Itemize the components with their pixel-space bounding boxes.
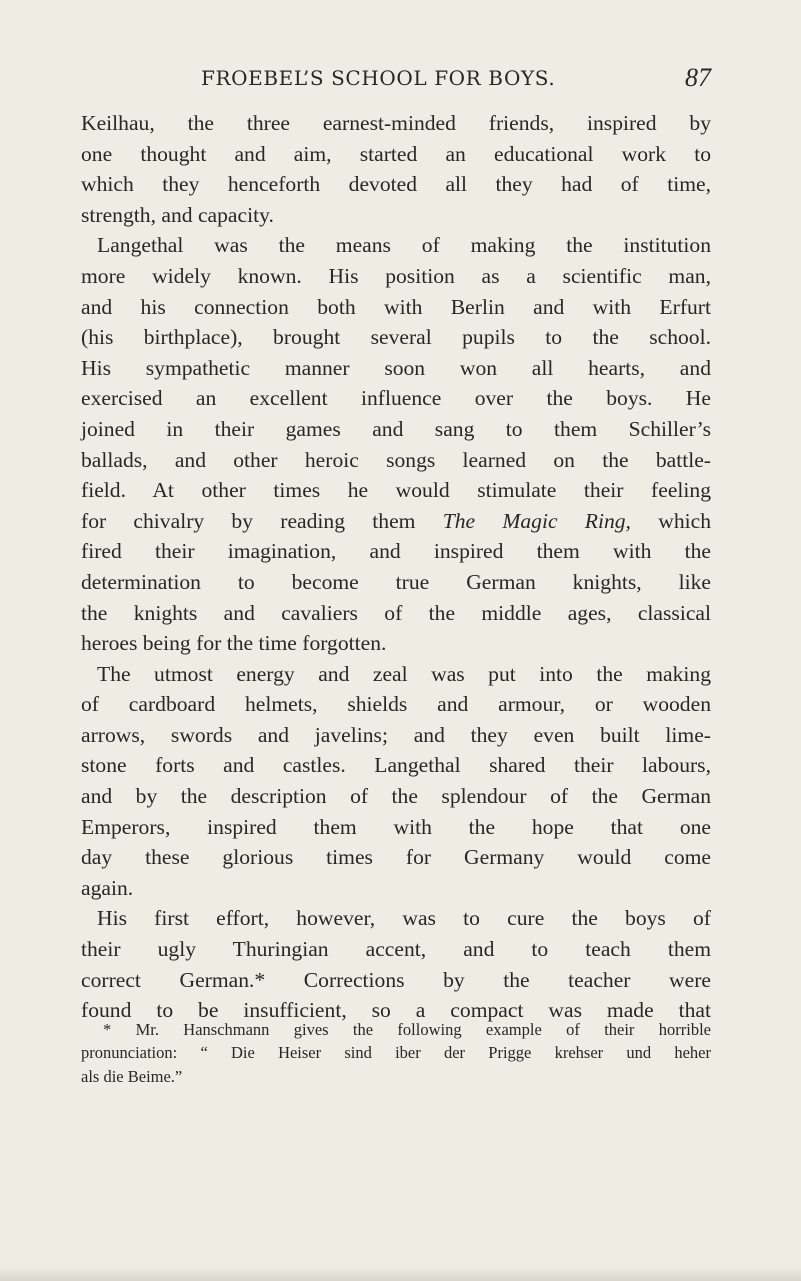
- text-line: of cardboard helmets, shields and armour, or wooden: [81, 692, 711, 717]
- text-line: heroes being for the time forgotten.: [81, 631, 387, 656]
- text-line: correct German.* Corrections by the teacher were: [81, 967, 711, 992]
- text-line: and his connection both with Berlin and with Erfurt: [81, 294, 711, 319]
- text-segment: for chivalry by reading them: [81, 508, 443, 533]
- text-line: stone forts and castles. Langethal shared their labours,: [81, 753, 711, 778]
- text-line: Emperors, inspired them with the hope that one: [81, 814, 711, 839]
- text-line: field. At other times he would stimulate their feeling: [81, 478, 711, 503]
- footnote: [81, 1018, 711, 1088]
- text-line: fired their imagination, and inspired them with the: [81, 539, 711, 564]
- text-line: their ugly Thuringian accent, and to teach them: [81, 937, 711, 962]
- text-line: more widely known. His position as a scientific man,: [81, 263, 711, 288]
- page-edge-shadow: [0, 1267, 801, 1281]
- text-line: which they henceforth devoted all they had of time,: [81, 172, 711, 197]
- text-line: arrows, swords and javelins; and they even built lime-: [81, 722, 711, 747]
- text-line: day these glorious times for Germany would come: [81, 845, 711, 870]
- text-line-with-title: [81, 506, 711, 537]
- paragraph-start-line: His first effort, however, was to cure the boys of: [97, 906, 711, 931]
- text-line: exercised an excellent influence over the boys. He: [81, 386, 711, 411]
- running-head: [201, 63, 711, 96]
- text-line: Keilhau, the three earnest-minded friends, inspired by: [81, 111, 711, 135]
- text-line: one thought and aim, started an educational work to: [81, 141, 711, 166]
- page-number: 87: [685, 63, 711, 92]
- text-line: (his birthplace), brought several pupils to the school.: [81, 325, 711, 350]
- text-line: the knights and cavaliers of the middle ages, classical: [81, 600, 711, 625]
- text-line: determination to become true German knights, like: [81, 569, 711, 594]
- body-text: [81, 108, 711, 1026]
- text-line: and by the description of the splendour of the German: [81, 784, 711, 809]
- text-line: strength, and capacity.: [81, 202, 274, 227]
- paragraph-start-line: Langethal was the means of making the institution: [97, 233, 711, 258]
- book-title-italic: The Magic Ring,: [442, 508, 631, 533]
- running-title: FROEBEL’S SCHOOL FOR BOYS.: [201, 66, 556, 90]
- footnote-line: * Mr. Hanschmann gives the following example of their horrible: [103, 1020, 711, 1039]
- paragraph-start-line: The utmost energy and zeal was put into the making: [97, 661, 711, 686]
- text-line: found to be insufficient, so a compact was made that: [81, 998, 711, 1023]
- text-line: ballads, and other heroic songs learned on the battle-: [81, 447, 711, 472]
- text-line: again.: [81, 875, 134, 900]
- footnote-line: pronunciation: “ Die Heiser sind iber der Prigge krehser und heher: [81, 1043, 711, 1063]
- text-line: joined in their games and sang to them Schiller’s: [81, 416, 711, 441]
- text-line: His sympathetic manner soon won all hearts, and: [81, 355, 711, 380]
- text-segment: which: [630, 508, 711, 533]
- footnote-line: als die Beime.”: [81, 1066, 183, 1086]
